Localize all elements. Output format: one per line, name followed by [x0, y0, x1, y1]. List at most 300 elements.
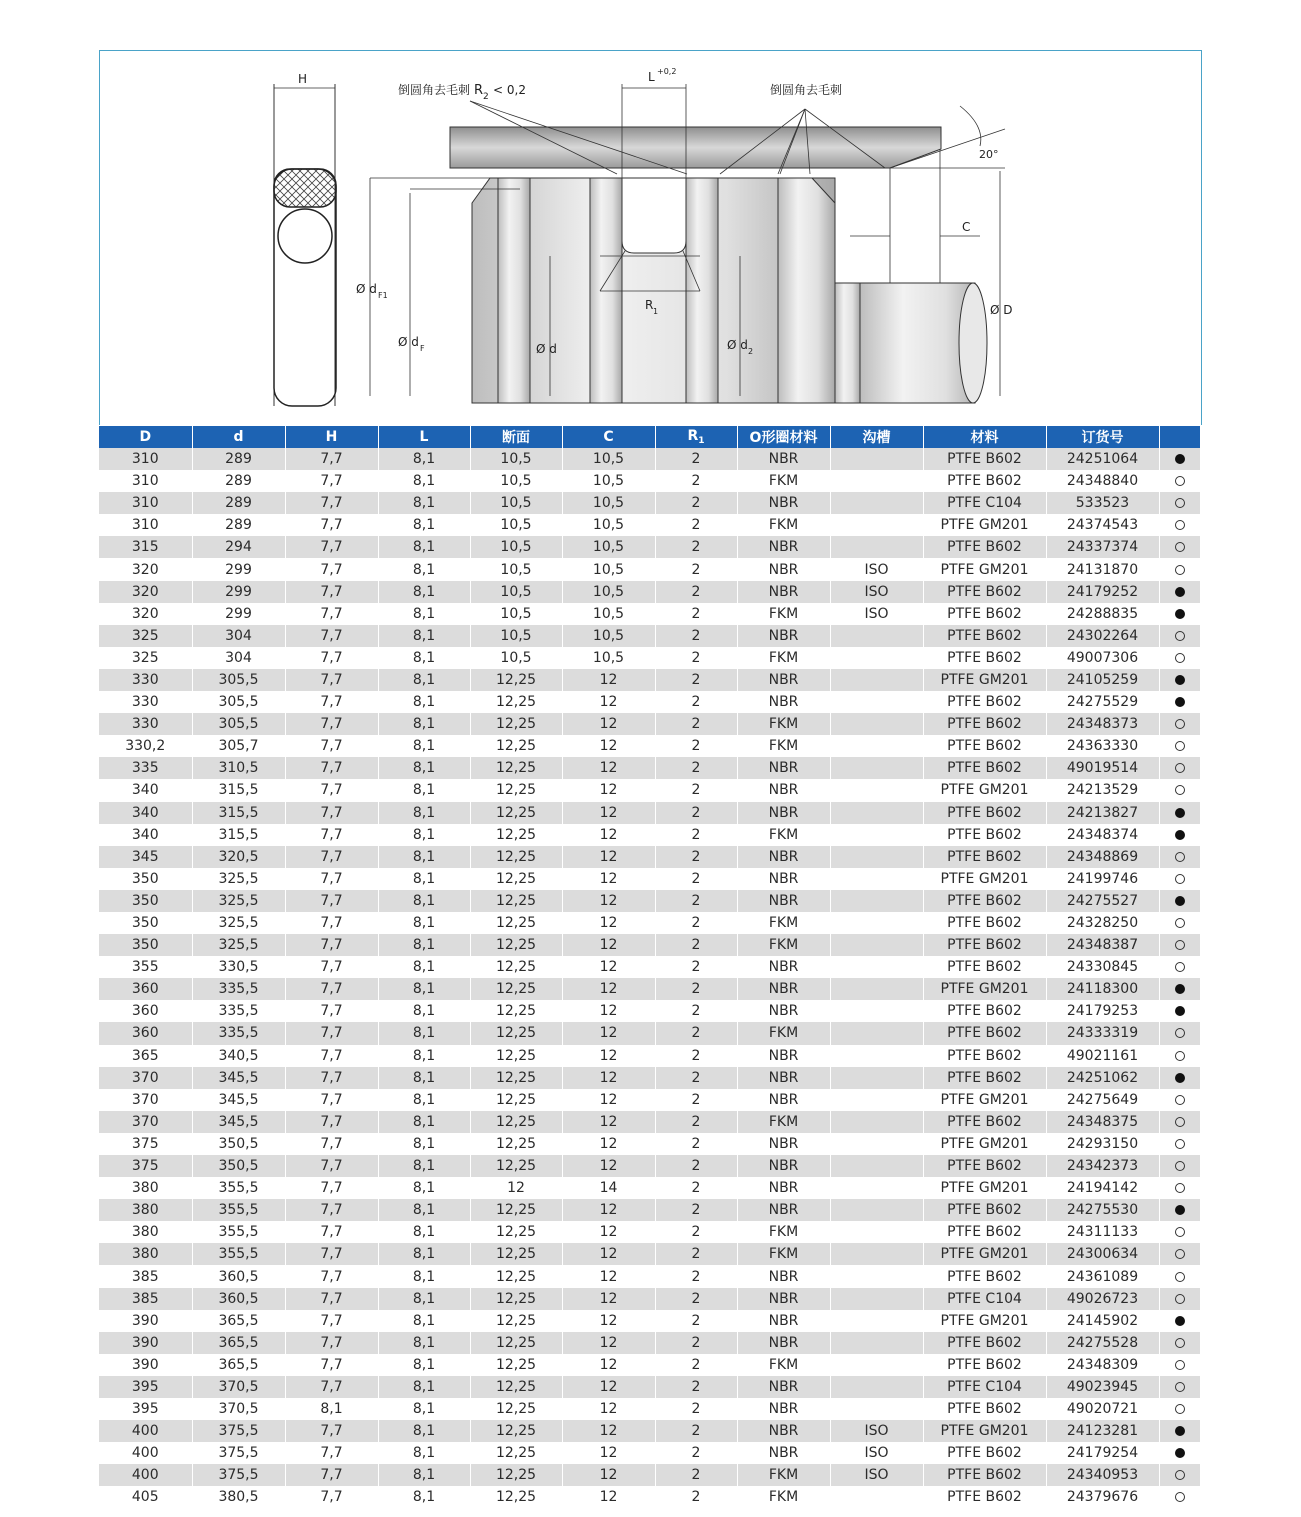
cell-order-number: 24379676	[1046, 1486, 1159, 1508]
cell-h: 7,7	[285, 802, 378, 824]
cell-c: 10,5	[562, 492, 655, 514]
cell-l: 8,1	[378, 1243, 470, 1265]
table-row	[99, 1354, 1200, 1376]
cell-r1: 2	[655, 868, 737, 890]
table-row	[99, 558, 1200, 580]
cell-l: 8,1	[378, 1133, 470, 1155]
cell-availability	[1159, 1133, 1200, 1155]
cell-oring-material: NBR	[737, 1420, 830, 1442]
hollow-circle-icon	[1175, 940, 1185, 950]
hollow-circle-icon	[1175, 1249, 1185, 1259]
filled-circle-icon	[1175, 1006, 1185, 1016]
cell-l: 8,1	[378, 1442, 470, 1464]
cell-d-outer: 340	[99, 779, 192, 801]
cell-order-number: 24105259	[1046, 669, 1159, 691]
cell-oring-material: NBR	[737, 846, 830, 868]
cell-oring-material: FKM	[737, 1221, 830, 1243]
cell-cross-section: 12,25	[470, 1420, 562, 1442]
cell-oring-material: FKM	[737, 1464, 830, 1486]
cell-availability	[1159, 603, 1200, 625]
cell-d-inner: 345,5	[192, 1089, 285, 1111]
cell-order-number: 24118300	[1046, 978, 1159, 1000]
hollow-circle-icon	[1175, 653, 1185, 663]
cell-h: 7,7	[285, 1442, 378, 1464]
cell-availability	[1159, 1155, 1200, 1177]
cell-r1: 2	[655, 824, 737, 846]
label-df1-sub: F1	[378, 291, 388, 300]
cell-d-inner: 299	[192, 558, 285, 580]
table-row	[99, 824, 1200, 846]
cell-order-number: 24251064	[1046, 448, 1159, 470]
table-row	[99, 536, 1200, 558]
cell-material: PTFE B602	[923, 1000, 1046, 1022]
cell-availability	[1159, 1221, 1200, 1243]
cell-d-outer: 345	[99, 846, 192, 868]
cell-material: PTFE B602	[923, 691, 1046, 713]
cell-r1: 2	[655, 625, 737, 647]
cell-c: 12	[562, 1398, 655, 1420]
cell-material: PTFE B602	[923, 1221, 1046, 1243]
table-row	[99, 514, 1200, 536]
hollow-circle-icon	[1175, 1338, 1185, 1348]
cell-cross-section: 12,25	[470, 978, 562, 1000]
cell-material: PTFE B602	[923, 713, 1046, 735]
column-header-c: C	[562, 426, 655, 448]
cell-d-outer: 375	[99, 1133, 192, 1155]
cell-r1: 2	[655, 1486, 737, 1508]
cell-order-number: 24199746	[1046, 868, 1159, 890]
cell-d-outer: 330,2	[99, 735, 192, 757]
cell-d-outer: 330	[99, 669, 192, 691]
cell-groove	[830, 1310, 923, 1332]
cell-groove	[830, 536, 923, 558]
cell-groove	[830, 912, 923, 934]
cell-availability	[1159, 1288, 1200, 1310]
cell-groove	[830, 735, 923, 757]
cell-r1: 2	[655, 1398, 737, 1420]
cell-h: 7,7	[285, 735, 378, 757]
cell-l: 8,1	[378, 448, 470, 470]
cell-l: 8,1	[378, 1420, 470, 1442]
cell-oring-material: FKM	[737, 735, 830, 757]
cell-groove: ISO	[830, 603, 923, 625]
cell-l: 8,1	[378, 713, 470, 735]
cell-oring-material: FKM	[737, 1243, 830, 1265]
cell-d-inner: 355,5	[192, 1199, 285, 1221]
cell-groove	[830, 779, 923, 801]
column-header-order-number: 订货号	[1046, 426, 1159, 448]
cell-c: 12	[562, 1464, 655, 1486]
table-row	[99, 1243, 1200, 1265]
cell-availability	[1159, 1420, 1200, 1442]
cell-material: PTFE C104	[923, 492, 1046, 514]
filled-circle-icon	[1175, 587, 1185, 597]
cell-material: PTFE B602	[923, 625, 1046, 647]
cell-oring-material: FKM	[737, 470, 830, 492]
cell-d-outer: 370	[99, 1089, 192, 1111]
seal-ring	[274, 72, 336, 406]
label-chamfer-right: 倒圆角去毛刺	[770, 83, 843, 97]
cell-d-outer: 385	[99, 1265, 192, 1287]
cell-order-number: 24348374	[1046, 824, 1159, 846]
cell-order-number: 24288835	[1046, 603, 1159, 625]
hollow-circle-icon	[1175, 1139, 1185, 1149]
cell-d-outer: 340	[99, 802, 192, 824]
cell-h: 7,7	[285, 669, 378, 691]
cell-oring-material: FKM	[737, 1354, 830, 1376]
cell-groove	[830, 1089, 923, 1111]
table-row	[99, 912, 1200, 934]
cell-d-inner: 315,5	[192, 802, 285, 824]
cell-r1: 2	[655, 1332, 737, 1354]
cell-d-outer: 390	[99, 1332, 192, 1354]
cell-c: 12	[562, 669, 655, 691]
cell-h: 8,1	[285, 1398, 378, 1420]
cell-c: 10,5	[562, 558, 655, 580]
cell-d-inner: 294	[192, 536, 285, 558]
cell-material: PTFE B602	[923, 934, 1046, 956]
cell-r1: 2	[655, 1243, 737, 1265]
cell-material: PTFE B602	[923, 1332, 1046, 1354]
cell-material: PTFE B602	[923, 1111, 1046, 1133]
hollow-circle-icon	[1175, 1492, 1185, 1502]
cell-availability	[1159, 757, 1200, 779]
cell-c: 12	[562, 1243, 655, 1265]
cell-l: 8,1	[378, 691, 470, 713]
cell-d-inner: 365,5	[192, 1354, 285, 1376]
hollow-circle-icon	[1175, 1161, 1185, 1171]
cell-d-inner: 325,5	[192, 868, 285, 890]
cell-d-outer: 310	[99, 492, 192, 514]
cell-h: 7,7	[285, 1022, 378, 1044]
cell-oring-material: NBR	[737, 802, 830, 824]
cell-r1: 2	[655, 492, 737, 514]
cell-oring-material: NBR	[737, 492, 830, 514]
cell-order-number: 24179254	[1046, 1442, 1159, 1464]
cell-h: 7,7	[285, 1133, 378, 1155]
label-d2: Ø d	[727, 338, 748, 352]
cell-d-outer: 385	[99, 1288, 192, 1310]
cell-availability	[1159, 978, 1200, 1000]
cell-order-number: 24348375	[1046, 1111, 1159, 1133]
cell-cross-section: 12,25	[470, 1332, 562, 1354]
cell-material: PTFE B602	[923, 581, 1046, 603]
cell-h: 7,7	[285, 647, 378, 669]
label-r2-value: < 0,2	[493, 83, 526, 97]
cell-d-outer: 315	[99, 536, 192, 558]
cell-h: 7,7	[285, 492, 378, 514]
cell-cross-section: 10,5	[470, 625, 562, 647]
table-row	[99, 647, 1200, 669]
cell-l: 8,1	[378, 1177, 470, 1199]
cell-l: 8,1	[378, 868, 470, 890]
cell-material: PTFE C104	[923, 1376, 1046, 1398]
table-row	[99, 890, 1200, 912]
cell-oring-material: NBR	[737, 1089, 830, 1111]
cell-oring-material: FKM	[737, 1111, 830, 1133]
cell-material: PTFE B602	[923, 1045, 1046, 1067]
hollow-circle-icon	[1175, 1227, 1185, 1237]
cell-cross-section: 10,5	[470, 558, 562, 580]
table-row	[99, 1288, 1200, 1310]
cell-cross-section: 12,25	[470, 1221, 562, 1243]
hollow-circle-icon	[1175, 763, 1185, 773]
cell-h: 7,7	[285, 1288, 378, 1310]
cell-cross-section: 10,5	[470, 514, 562, 536]
cell-d-outer: 320	[99, 581, 192, 603]
cell-h: 7,7	[285, 536, 378, 558]
cell-groove	[830, 934, 923, 956]
cell-h: 7,7	[285, 1089, 378, 1111]
table-row	[99, 1155, 1200, 1177]
cell-h: 7,7	[285, 846, 378, 868]
cell-order-number: 24123281	[1046, 1420, 1159, 1442]
cell-r1: 2	[655, 1000, 737, 1022]
cell-d-inner: 289	[192, 448, 285, 470]
cell-cross-section: 12,25	[470, 1288, 562, 1310]
cell-l: 8,1	[378, 625, 470, 647]
table-row	[99, 934, 1200, 956]
cell-groove	[830, 757, 923, 779]
cell-d-inner: 289	[192, 470, 285, 492]
cell-l: 8,1	[378, 669, 470, 691]
cell-r1: 2	[655, 558, 737, 580]
cell-order-number: 24333319	[1046, 1022, 1159, 1044]
cell-cross-section: 12,25	[470, 1442, 562, 1464]
cell-oring-material: NBR	[737, 691, 830, 713]
cell-c: 12	[562, 868, 655, 890]
cell-groove	[830, 1000, 923, 1022]
cell-d-inner: 360,5	[192, 1265, 285, 1287]
filled-circle-icon	[1175, 675, 1185, 685]
cell-oring-material: NBR	[737, 956, 830, 978]
column-header-r1: $R_1$	[655, 426, 737, 448]
cell-h: 7,7	[285, 470, 378, 492]
table-row	[99, 625, 1200, 647]
cell-c: 12	[562, 1111, 655, 1133]
cell-order-number: 49019514	[1046, 757, 1159, 779]
cell-h: 7,7	[285, 1376, 378, 1398]
hollow-circle-icon	[1175, 918, 1185, 928]
cell-oring-material: NBR	[737, 978, 830, 1000]
cell-r1: 2	[655, 1420, 737, 1442]
cell-groove	[830, 1221, 923, 1243]
cell-d-outer: 360	[99, 1022, 192, 1044]
cell-material: PTFE GM201	[923, 1089, 1046, 1111]
cell-d-inner: 360,5	[192, 1288, 285, 1310]
hollow-circle-icon	[1175, 498, 1185, 508]
cell-h: 7,7	[285, 1310, 378, 1332]
column-header-groove: 沟槽	[830, 426, 923, 448]
cell-r1: 2	[655, 912, 737, 934]
column-header-d-inner: d	[192, 426, 285, 448]
cell-cross-section: 12,25	[470, 1089, 562, 1111]
cell-groove	[830, 1288, 923, 1310]
cell-d-inner: 355,5	[192, 1221, 285, 1243]
cell-d-inner: 325,5	[192, 912, 285, 934]
cell-groove	[830, 1243, 923, 1265]
table-row	[99, 1265, 1200, 1287]
hollow-circle-icon	[1175, 1183, 1185, 1193]
cell-material: PTFE B602	[923, 956, 1046, 978]
cell-h: 7,7	[285, 1045, 378, 1067]
cell-d-inner: 335,5	[192, 978, 285, 1000]
cell-order-number: 24251062	[1046, 1067, 1159, 1089]
cell-d-outer: 330	[99, 691, 192, 713]
cell-cross-section: 12,25	[470, 1398, 562, 1420]
label-c: C	[962, 220, 971, 234]
cell-h: 7,7	[285, 625, 378, 647]
cell-cross-section: 12,25	[470, 1133, 562, 1155]
cell-oring-material: NBR	[737, 536, 830, 558]
cell-availability	[1159, 448, 1200, 470]
cell-availability	[1159, 558, 1200, 580]
cell-groove	[830, 1199, 923, 1221]
cell-availability	[1159, 1464, 1200, 1486]
cell-availability	[1159, 1442, 1200, 1464]
cell-h: 7,7	[285, 912, 378, 934]
label-h: H	[298, 72, 308, 86]
cell-material: PTFE B602	[923, 1022, 1046, 1044]
cell-r1: 2	[655, 603, 737, 625]
cell-c: 12	[562, 1133, 655, 1155]
cell-d-outer: 360	[99, 978, 192, 1000]
cell-availability	[1159, 1000, 1200, 1022]
cell-r1: 2	[655, 1133, 737, 1155]
cell-availability	[1159, 1376, 1200, 1398]
cell-groove	[830, 1045, 923, 1067]
cell-order-number: 24330845	[1046, 956, 1159, 978]
cell-cross-section: 12,25	[470, 846, 562, 868]
cell-h: 7,7	[285, 603, 378, 625]
cell-cross-section: 12,25	[470, 1022, 562, 1044]
cell-d-inner: 370,5	[192, 1398, 285, 1420]
cell-material: PTFE GM201	[923, 1133, 1046, 1155]
cell-d-outer: 350	[99, 890, 192, 912]
cell-d-outer: 310	[99, 448, 192, 470]
cell-material: PTFE B602	[923, 757, 1046, 779]
cell-d-outer: 365	[99, 1045, 192, 1067]
cell-oring-material: FKM	[737, 647, 830, 669]
cell-c: 12	[562, 1486, 655, 1508]
cell-availability	[1159, 956, 1200, 978]
table-row	[99, 1398, 1200, 1420]
cell-oring-material: NBR	[737, 1000, 830, 1022]
cell-oring-material: NBR	[737, 868, 830, 890]
cell-c: 12	[562, 1288, 655, 1310]
specification-table	[99, 426, 1200, 1509]
cell-groove	[830, 846, 923, 868]
cell-oring-material: NBR	[737, 1265, 830, 1287]
table-row	[99, 1464, 1200, 1486]
cell-d-inner: 325,5	[192, 934, 285, 956]
table-row	[99, 1221, 1200, 1243]
cell-availability	[1159, 1398, 1200, 1420]
cell-order-number: 24275530	[1046, 1199, 1159, 1221]
filled-circle-icon	[1175, 896, 1185, 906]
cell-order-number: 24342373	[1046, 1155, 1159, 1177]
cell-order-number: 24293150	[1046, 1133, 1159, 1155]
cell-h: 7,7	[285, 779, 378, 801]
cell-d-inner: 380,5	[192, 1486, 285, 1508]
cell-d-inner: 330,5	[192, 956, 285, 978]
cell-material: PTFE B602	[923, 735, 1046, 757]
cell-order-number: 24179252	[1046, 581, 1159, 603]
filled-circle-icon	[1175, 1073, 1185, 1083]
cell-d-outer: 400	[99, 1442, 192, 1464]
cell-material: PTFE GM201	[923, 1243, 1046, 1265]
cell-c: 12	[562, 1310, 655, 1332]
cell-groove	[830, 1155, 923, 1177]
cell-groove	[830, 514, 923, 536]
cell-l: 8,1	[378, 470, 470, 492]
cell-order-number: 24275529	[1046, 691, 1159, 713]
cell-r1: 2	[655, 735, 737, 757]
cell-c: 12	[562, 757, 655, 779]
cell-availability	[1159, 1022, 1200, 1044]
label-r1: R	[645, 298, 654, 312]
cell-c: 12	[562, 1265, 655, 1287]
cell-order-number: 24328250	[1046, 912, 1159, 934]
cell-groove	[830, 1332, 923, 1354]
cell-r1: 2	[655, 757, 737, 779]
table-row	[99, 735, 1200, 757]
hollow-circle-icon	[1175, 719, 1185, 729]
cell-d-outer: 350	[99, 934, 192, 956]
cell-c: 12	[562, 779, 655, 801]
cell-c: 12	[562, 846, 655, 868]
cell-c: 12	[562, 956, 655, 978]
cell-l: 8,1	[378, 1288, 470, 1310]
cell-r1: 2	[655, 1265, 737, 1287]
cell-d-outer: 390	[99, 1354, 192, 1376]
cell-oring-material: NBR	[737, 890, 830, 912]
table-row	[99, 1089, 1200, 1111]
cell-d-inner: 365,5	[192, 1332, 285, 1354]
cell-material: PTFE B602	[923, 1199, 1046, 1221]
cell-groove	[830, 1398, 923, 1420]
label-chamfer-left: 倒圆角去毛刺	[398, 83, 471, 97]
cell-d-outer: 355	[99, 956, 192, 978]
table-header-row	[99, 426, 1200, 448]
cell-d-inner: 289	[192, 514, 285, 536]
filled-circle-icon	[1175, 984, 1185, 994]
cell-groove	[830, 1376, 923, 1398]
cell-order-number: 24337374	[1046, 536, 1159, 558]
cell-r1: 2	[655, 779, 737, 801]
cell-order-number: 24348869	[1046, 846, 1159, 868]
cell-oring-material: NBR	[737, 1045, 830, 1067]
cell-d-inner: 305,5	[192, 691, 285, 713]
cell-l: 8,1	[378, 603, 470, 625]
cell-material: PTFE B602	[923, 1067, 1046, 1089]
column-header-d-outer: D	[99, 426, 192, 448]
hollow-circle-icon	[1175, 1117, 1185, 1127]
cell-d-outer: 350	[99, 868, 192, 890]
cell-material: PTFE B602	[923, 912, 1046, 934]
cell-cross-section: 12,25	[470, 1243, 562, 1265]
table-row	[99, 868, 1200, 890]
cell-r1: 2	[655, 669, 737, 691]
cell-cross-section: 12,25	[470, 1067, 562, 1089]
cell-d-outer: 360	[99, 1000, 192, 1022]
cell-oring-material: NBR	[737, 1155, 830, 1177]
cell-material: PTFE B602	[923, 1265, 1046, 1287]
cell-l: 8,1	[378, 824, 470, 846]
cell-d-inner: 305,5	[192, 669, 285, 691]
cell-material: PTFE B602	[923, 1464, 1046, 1486]
cell-r1: 2	[655, 890, 737, 912]
